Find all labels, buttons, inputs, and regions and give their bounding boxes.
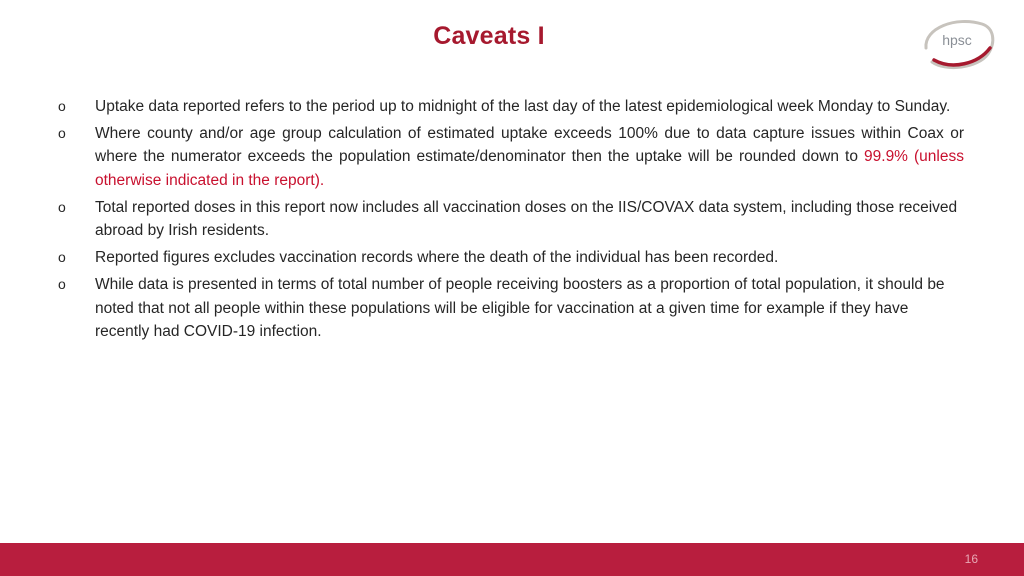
caveat-item (58, 246, 964, 269)
bullet-marker-icon: o (58, 198, 66, 215)
bullet-marker-icon: o (58, 276, 66, 293)
bullet-marker-icon: o (58, 125, 66, 142)
caveat-text: Where county and/or age group calculation of estimated uptake exceeds 100% due to data capture issues within Coax or where the numerator exceeds the population estimate/denominator then the uptake will be rounded down to (95, 125, 964, 166)
caveat-item (58, 122, 964, 192)
slide-title: Caveats I (433, 22, 545, 50)
caveat-text: Reported figures excludes vaccination records where the death of the individual has been recorded. (95, 249, 779, 267)
hpsc-logo-text: hpsc (942, 32, 972, 48)
caveat-text: While data is presented in terms of total number of people receiving boosters as a proportion of total population, it should be noted that not all people within these populations will be eligible for vaccination at a given time for example if they have recently had COVID-19 infection. (95, 276, 945, 340)
caveat-item (58, 95, 964, 118)
caveat-text: Uptake data reported refers to the period up to midnight of the last day of the latest epidemiological week Monday to Sunday. (95, 98, 951, 115)
page-number: 16 (964, 552, 978, 566)
bullet-marker-icon: o (58, 98, 66, 114)
caveat-highlight: 99.9% (unless otherwise indicated in the report). (95, 148, 964, 189)
hpsc-logo-swoosh-icon (916, 14, 998, 72)
bullet-marker-icon: o (58, 249, 66, 266)
hpsc-logo (916, 14, 998, 72)
caveat-item (58, 273, 964, 343)
footer-bar (0, 543, 1024, 576)
caveat-text: Total reported doses in this report now includes all vaccination doses on the IIS/COVAX data system, including those received abroad by Irish residents. (95, 198, 958, 240)
caveats-list (58, 95, 964, 347)
caveat-item (58, 196, 964, 242)
